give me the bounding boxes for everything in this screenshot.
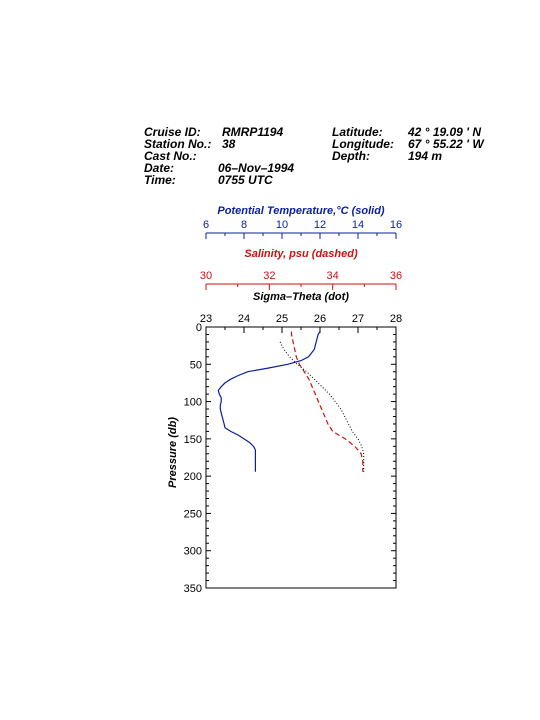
latitude-label: Latitude: <box>332 125 383 139</box>
salinity-tick-label: 32 <box>263 270 276 282</box>
sigma-tick-label: 26 <box>313 313 327 325</box>
depth-value: 194 m <box>408 149 443 163</box>
longitude-label: Longitude: <box>332 137 394 151</box>
y-tick-label: 150 <box>183 433 202 446</box>
sigma-tick-label: 28 <box>389 313 403 325</box>
y-tick-label: 250 <box>183 508 202 521</box>
longitude-value: 67 ° 55.22 ' W <box>408 137 484 151</box>
y-tick-label: 0 <box>195 322 202 334</box>
y-tick-label: 200 <box>183 471 202 484</box>
temperature-tick-label: 6 <box>202 219 210 231</box>
cruise-value: RMRP1194 <box>222 125 284 139</box>
depth-label: Depth: <box>332 149 370 163</box>
station-value: 38 <box>222 137 236 151</box>
sigma-series-line <box>280 342 364 472</box>
temperature-tick-label: 14 <box>351 219 365 231</box>
salinity-tick-label: 30 <box>199 270 213 282</box>
y-tick-label: 300 <box>183 545 202 558</box>
latitude-value: 42 ° 19.09 ' N <box>408 125 482 139</box>
salinity-tick-label: 34 <box>326 270 339 282</box>
sigma-tick-label: 23 <box>199 313 213 325</box>
sigma-tick-label: 27 <box>351 313 365 325</box>
temperature-tick-label: 12 <box>313 219 327 231</box>
sigma-tick-label: 24 <box>237 313 251 325</box>
y-axis-label: Pressure (db) <box>167 417 179 488</box>
temperature-axis-label: Potential Temperature,°C (solid) <box>217 205 385 217</box>
temperature-tick-label: 16 <box>389 219 403 231</box>
date-value: 06–Nov–1994 <box>218 161 295 175</box>
cruise-label: Cruise ID: <box>144 125 201 139</box>
time-label: Time: <box>144 173 176 187</box>
sigma-tick-label: 25 <box>275 313 289 325</box>
time-value: 0755 UTC <box>218 173 273 187</box>
sigma-axis-label: Sigma–Theta (dot) <box>253 291 349 303</box>
y-tick-label: 350 <box>183 583 202 595</box>
temperature-series-line <box>218 332 320 472</box>
salinity-axis-label: Salinity, psu (dashed) <box>244 248 358 260</box>
station-label: Station No.: <box>144 137 212 151</box>
y-tick-label: 100 <box>183 396 202 409</box>
temperature-tick-label: 8 <box>240 219 248 231</box>
temperature-tick-label: 10 <box>275 219 289 231</box>
date-label: Date: <box>144 161 175 175</box>
salinity-series-line <box>292 332 363 472</box>
cast-label: Cast No.: <box>144 149 197 163</box>
y-tick-label: 50 <box>189 359 202 372</box>
salinity-tick-label: 36 <box>389 270 403 282</box>
